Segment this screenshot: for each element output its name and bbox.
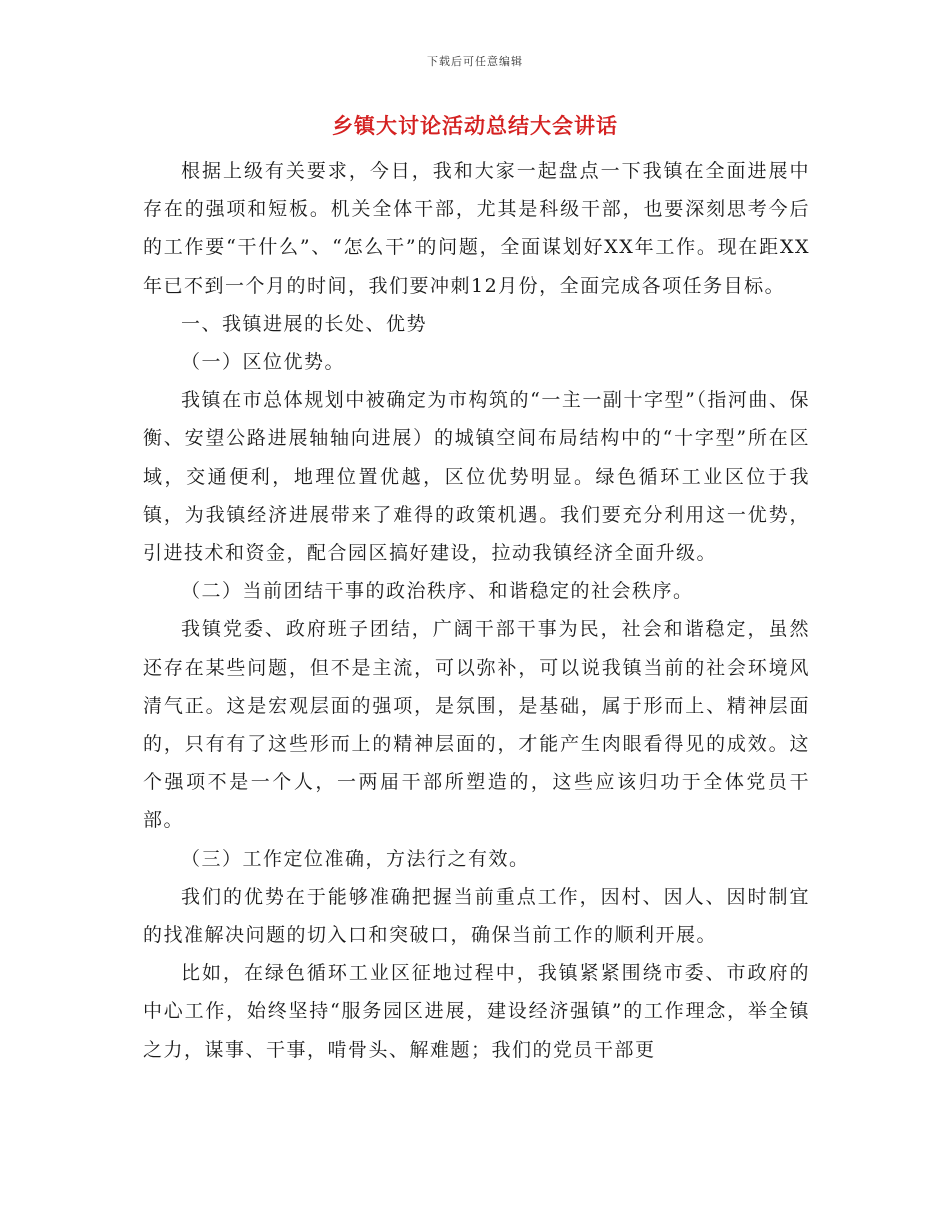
section-heading-1: 一、我镇进展的长处、优势 [181,312,428,335]
document-body [143,152,810,1069]
paragraph-order: 我镇党委、政府班子团结，广阔干部干事为民，社会和谐稳定，虽然还存在某些问题，但不是主流，可以弥补，可以说我镇当前的社会环境风清气正。这是宏观层面的强项，是氛围，是基础，属于形而上、精神层面的，只有有了这些形而上的精神层面的，才能产生肉眼看得见的成效。这个强项不是一个人，一两届干部所塑造的，这些应该归功于全体党员干部。 [143,618,810,832]
subsection-heading-2: （二）当前团结干事的政治秩序、和谐稳定的社会秩序。 [181,580,694,603]
page-title: 乡镇大讨论活动总结大会讲话 [332,113,618,138]
paragraph-location: 我镇在市总体规划中被确定为市构筑的“一主一副十字型”（指河曲、保衡、安望公路进展轴轴向进展）的城镇空间布局结构中的“十字型”所在区域，交通便利，地理位置优越，区位优势明显。绿色循环工业区位于我镇，为我镇经济进展带来了难得的政策机遇。我们要充分利用这一优势，引进技术和资金，配合园区搞好建设，拉动我镇经济全面升级。 [143,389,810,565]
paragraph-strengths: 我们的优势在于能够准确把握当前重点工作，因村、因人、因时制宜的找准解决问题的切入口和突破口，确保当前工作的顺利开展。 [143,885,810,947]
paragraph-intro: 根据上级有关要求，今日，我和大家一起盘点一下我镇在全面进展中存在的强项和短板。机关全体干部，尤其是科级干部，也要深刻思考今后的工作要“干什么”、“怎么干”的问题，全面谋划好XX年工作。现在距XX年已不到一个月的时间，我们要冲刺12月份，全面完成各项任务目标。 [143,160,810,297]
paragraph-example: 比如，在绿色循环工业区征地过程中，我镇紧紧围绕市委、市政府的中心工作，始终坚持“服务园区进展，建设经济强镇”的工作理念，举全镇之力，谋事、干事，啃骨头、解难题；我们的党员干部更 [143,962,810,1061]
subsection-heading-1: （一）区位优势。 [181,351,346,374]
subsection-heading-3: （三）工作定位准确，方法行之有效。 [181,847,530,870]
header-note: 下载后可任意编辑 [427,55,523,68]
